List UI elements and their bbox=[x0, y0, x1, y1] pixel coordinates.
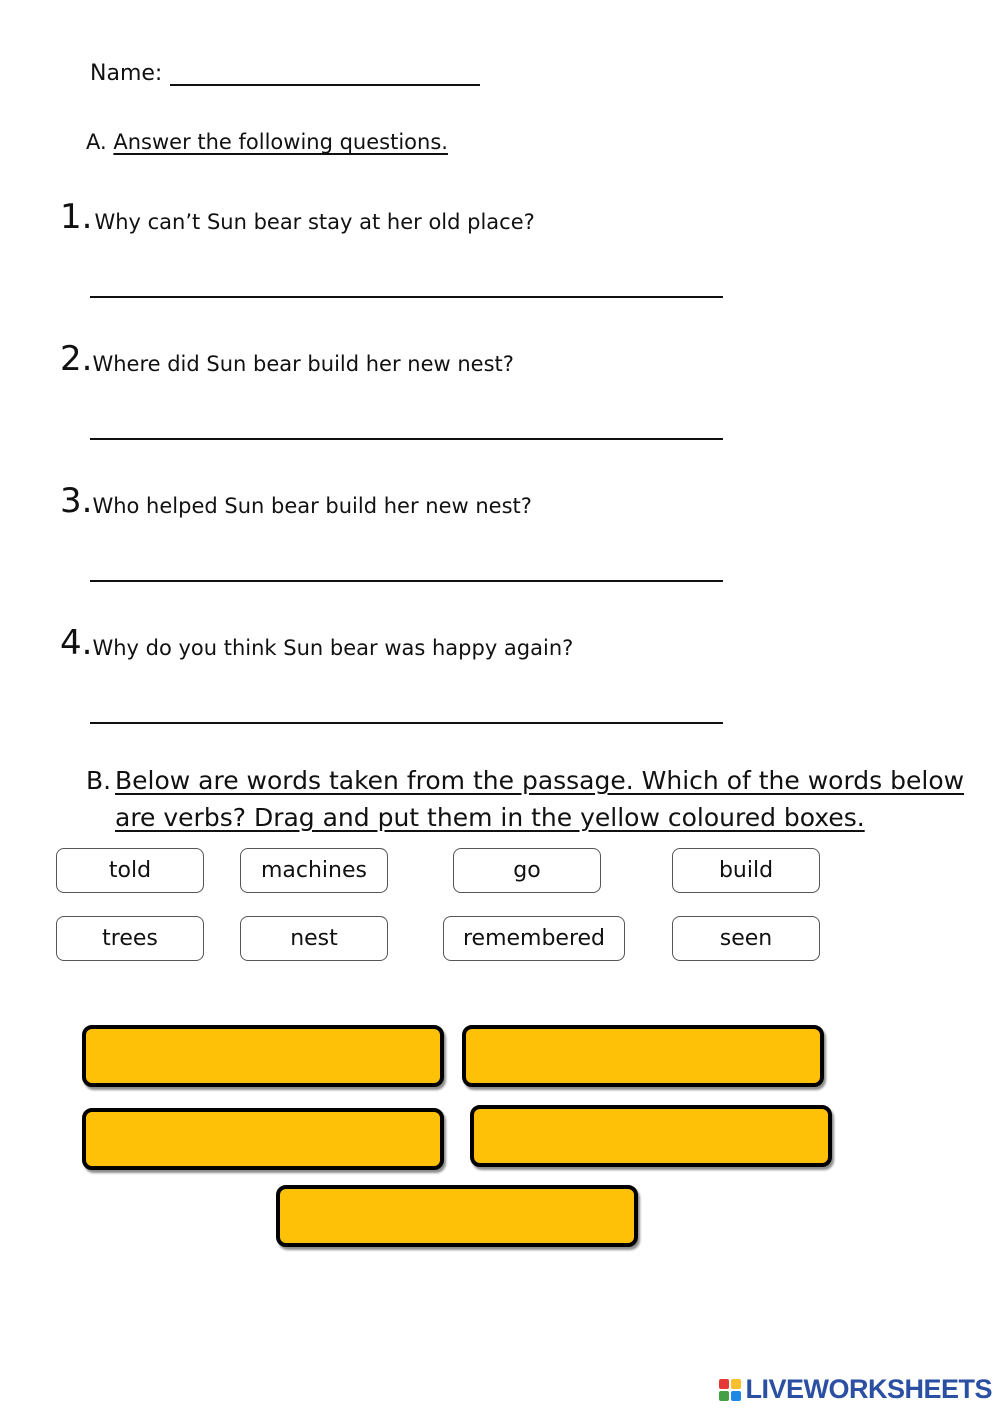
verb-drop-box-3[interactable] bbox=[82, 1108, 444, 1170]
question-number: 3. bbox=[60, 481, 93, 521]
word-chip-machines[interactable]: machines bbox=[240, 848, 388, 893]
question-3 bbox=[60, 481, 532, 521]
section-b-letter: B. bbox=[86, 766, 112, 795]
question-number: 2. bbox=[60, 339, 93, 379]
question-2 bbox=[60, 339, 514, 379]
question-text: Where did Sun bear build her new nest? bbox=[92, 352, 514, 376]
section-a-title: Answer the following questions. bbox=[113, 130, 448, 154]
section-a-letter: A. bbox=[86, 130, 107, 154]
answer-1-line bbox=[90, 296, 723, 298]
answer-3-input[interactable] bbox=[90, 548, 727, 580]
section-a-heading bbox=[86, 130, 448, 154]
liveworksheets-logo bbox=[719, 1374, 992, 1405]
word-chip-seen[interactable]: seen bbox=[672, 916, 820, 961]
answer-2-input[interactable] bbox=[90, 406, 727, 438]
name-row bbox=[90, 60, 480, 86]
answer-4-line bbox=[90, 722, 723, 724]
question-4 bbox=[60, 623, 574, 663]
name-label: Name: bbox=[90, 61, 163, 86]
question-text: Who helped Sun bear build her new nest? bbox=[92, 494, 532, 518]
logo-text: LIVEWORKSHEETS bbox=[745, 1374, 992, 1404]
verb-drop-box-2[interactable] bbox=[462, 1025, 824, 1087]
question-text: Why do you think Sun bear was happy again? bbox=[92, 636, 574, 660]
word-chip-build[interactable]: build bbox=[672, 848, 820, 893]
verb-drop-box-5[interactable] bbox=[276, 1185, 638, 1247]
answer-1-input[interactable] bbox=[90, 264, 727, 296]
name-line bbox=[170, 60, 480, 86]
question-1 bbox=[60, 197, 535, 237]
verb-drop-box-4[interactable] bbox=[470, 1105, 832, 1167]
word-chip-remembered[interactable]: remembered bbox=[443, 916, 625, 961]
word-chip-nest[interactable]: nest bbox=[240, 916, 388, 961]
section-b-instructions: Below are words taken from the passage. Which of the words below are verbs? Drag and put them in the yellow coloured boxes. bbox=[115, 766, 965, 832]
question-number: 1. bbox=[60, 197, 93, 237]
question-number: 4. bbox=[60, 623, 93, 663]
word-chip-trees[interactable]: trees bbox=[56, 916, 204, 961]
word-chip-told[interactable]: told bbox=[56, 848, 204, 893]
question-text: Why can’t Sun bear stay at her old place? bbox=[94, 210, 535, 234]
answer-4-input[interactable] bbox=[90, 690, 727, 722]
liveworksheets-logo-icon bbox=[719, 1379, 741, 1401]
answer-3-line bbox=[90, 580, 723, 582]
verb-drop-box-1[interactable] bbox=[82, 1025, 444, 1087]
word-chip-go[interactable]: go bbox=[453, 848, 601, 893]
answer-2-line bbox=[90, 438, 723, 440]
section-b-heading bbox=[86, 762, 966, 836]
